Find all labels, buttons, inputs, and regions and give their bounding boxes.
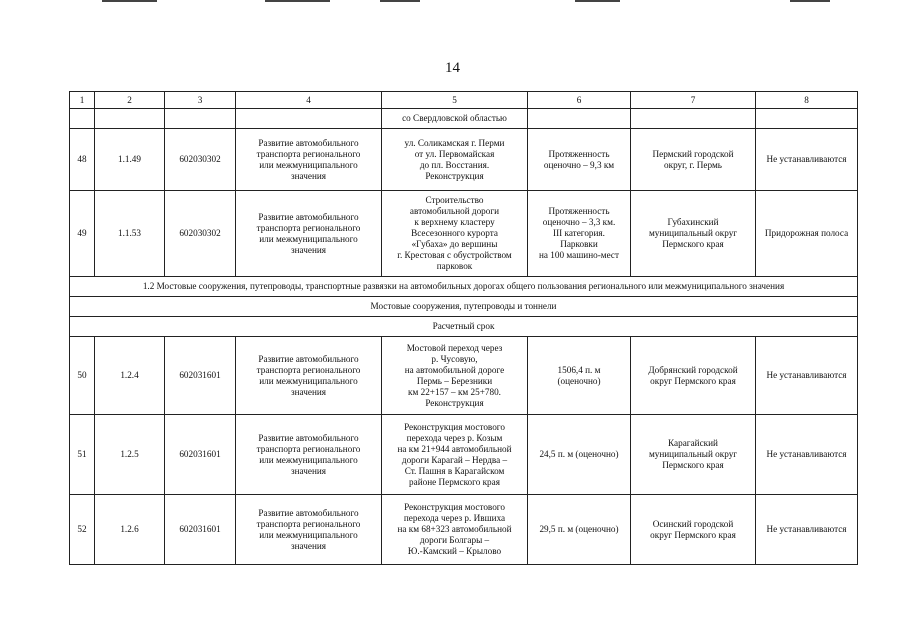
object-description-cell: Строительство автомобильной дороги к верхнему кластеру Всесезонного курорта «Губаха» до вершины г. Крестовая с обустройством парковок — [382, 191, 528, 277]
purpose-cell: Развитие автомобильного транспорта регионального или межмуниципального значения — [236, 495, 382, 565]
scan-top-marks — [0, 0, 905, 4]
parameters-cell: 24,5 п. м (оценочно) — [528, 415, 631, 495]
location-cell: Пермский городской округ, г. Пермь — [631, 129, 756, 191]
row-number-cell: 50 — [70, 337, 95, 415]
section-title-row — [70, 277, 858, 297]
header-cell: 6 — [528, 92, 631, 109]
location-cell: Осинский городской округ Пермского края — [631, 495, 756, 565]
header-cell: 7 — [631, 92, 756, 109]
zones-cell: Придорожная полоса — [756, 191, 858, 277]
item-code-cell: 1.1.49 — [95, 129, 165, 191]
kbk-code-cell: 602030302 — [165, 191, 236, 277]
header-cell: 4 — [236, 92, 382, 109]
object-description-cell: Мостовой переход через р. Чусовую, на автомобильной дороге Пермь – Березники км 22+157 – км 25+780. Реконструкция — [382, 337, 528, 415]
data-table — [69, 91, 858, 565]
row-number-cell: 52 — [70, 495, 95, 565]
page-number: 14 — [445, 60, 460, 76]
item-code-cell: 1.2.5 — [95, 415, 165, 495]
continuation-text: со Свердловской областью — [382, 109, 528, 129]
zones-cell: Не устанавливаются — [756, 415, 858, 495]
location-cell: Губахинский муниципальный округ Пермского края — [631, 191, 756, 277]
item-code-cell: 1.1.53 — [95, 191, 165, 277]
subsection-title: Мостовые сооружения, путепроводы и тоннели — [70, 297, 858, 317]
table-row — [70, 191, 858, 277]
item-code-cell: 1.2.4 — [95, 337, 165, 415]
location-cell: Добрянский городской округ Пермского края — [631, 337, 756, 415]
purpose-cell: Развитие автомобильного транспорта регионального или межмуниципального значения — [236, 337, 382, 415]
header-cell: 8 — [756, 92, 858, 109]
kbk-code-cell: 602031601 — [165, 415, 236, 495]
row-number-cell: 48 — [70, 129, 95, 191]
object-description-cell: Реконструкция мостового перехода через р. Козым на км 21+944 автомобильной дороги Карагай – Нердва – Ст. Пашня в Карагайском районе Пермского края — [382, 415, 528, 495]
header-cell: 1 — [70, 92, 95, 109]
kbk-code-cell: 602031601 — [165, 495, 236, 565]
location-cell: Карагайский муниципальный округ Пермского края — [631, 415, 756, 495]
term-title-row — [70, 317, 858, 337]
zones-cell: Не устанавливаются — [756, 129, 858, 191]
parameters-cell: Протяженность оценочно – 9,3 км — [528, 129, 631, 191]
item-code-cell: 1.2.6 — [95, 495, 165, 565]
table-row — [70, 129, 858, 191]
zones-cell: Не устанавливаются — [756, 337, 858, 415]
parameters-cell: 29,5 п. м (оценочно) — [528, 495, 631, 565]
subsection-title-row — [70, 297, 858, 317]
parameters-cell: Протяженность оценочно – 3,3 км. III категория. Парковки на 100 машино-мест — [528, 191, 631, 277]
header-cell: 3 — [165, 92, 236, 109]
object-description-cell: ул. Соликамская г. Перми от ул. Первомайская до пл. Восстания. Реконструкция — [382, 129, 528, 191]
kbk-code-cell: 602031601 — [165, 337, 236, 415]
header-cell: 5 — [382, 92, 528, 109]
purpose-cell: Развитие автомобильного транспорта регионального или межмуниципального значения — [236, 129, 382, 191]
header-cell: 2 — [95, 92, 165, 109]
term-title: Расчетный срок — [70, 317, 858, 337]
table-row — [70, 495, 858, 565]
table-row — [70, 337, 858, 415]
table-body — [70, 92, 858, 565]
object-description-cell: Реконструкция мостового перехода через р. Ившиха на км 68+323 автомобильной дороги Болгары – Ю.-Камский – Крылово — [382, 495, 528, 565]
row-number-cell: 49 — [70, 191, 95, 277]
parameters-cell: 1506,4 п. м (оценочно) — [528, 337, 631, 415]
zones-cell: Не устанавливаются — [756, 495, 858, 565]
continuation-row — [70, 109, 858, 129]
purpose-cell: Развитие автомобильного транспорта регионального или межмуниципального значения — [236, 415, 382, 495]
row-number-cell: 51 — [70, 415, 95, 495]
table-row — [70, 415, 858, 495]
purpose-cell: Развитие автомобильного транспорта регионального или межмуниципального значения — [236, 191, 382, 277]
header-row — [70, 92, 858, 109]
section-title: 1.2 Мостовые сооружения, путепроводы, транспортные развязки на автомобильных дорогах общего пользования регионального или межмуниципального значения — [70, 277, 858, 297]
kbk-code-cell: 602030302 — [165, 129, 236, 191]
